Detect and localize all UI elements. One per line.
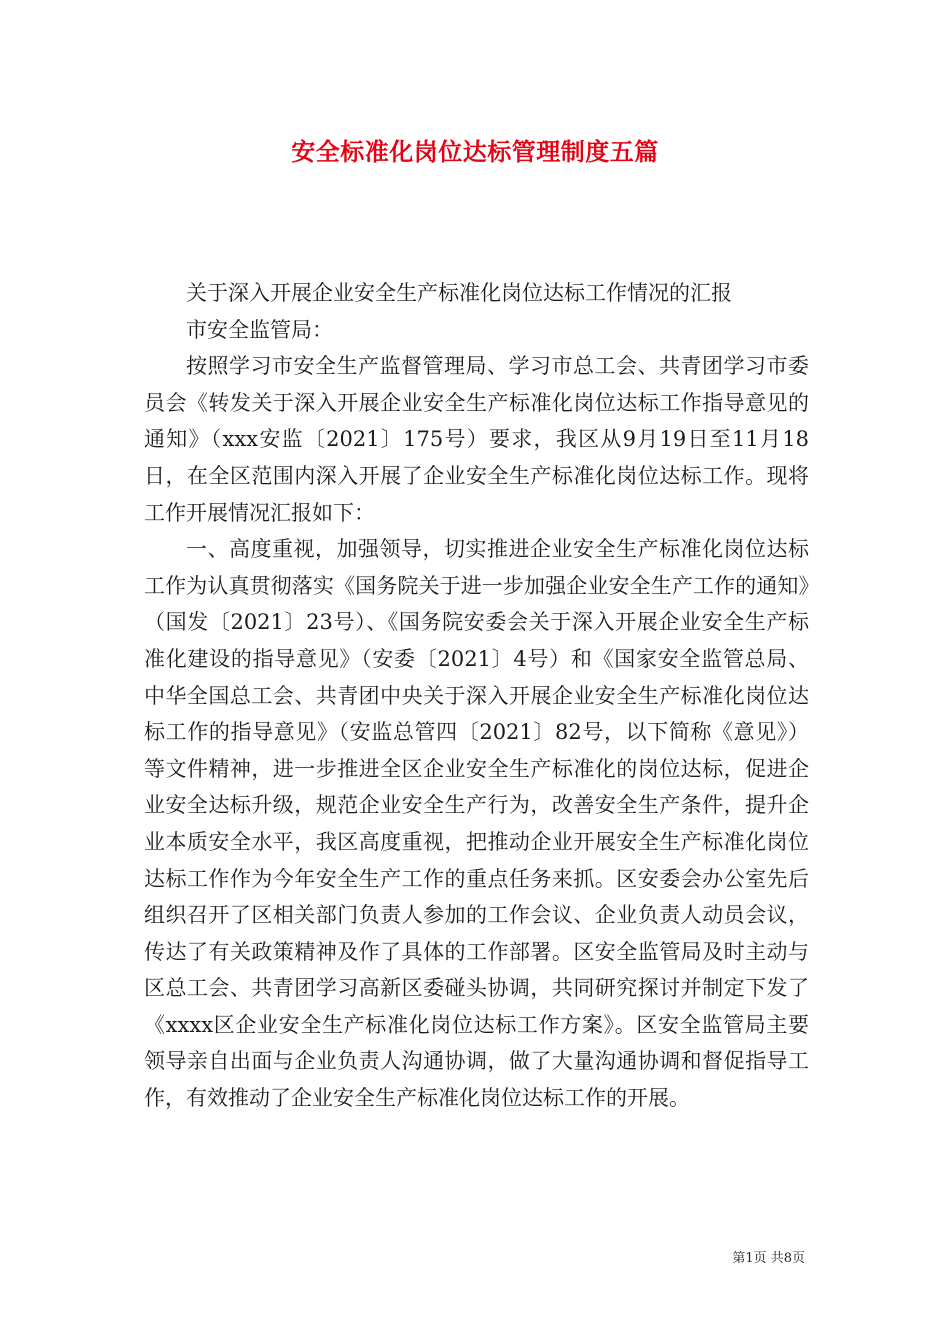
- document-title: 安全标准化岗位达标管理制度五篇: [291, 137, 659, 166]
- paragraph-section-one: 一、高度重视，加强领导，切实推进企业安全生产标准化岗位达标工作为认真贯彻落实《国务院关于进一步加强企业安全生产工作的通知》（国发〔2021〕23号）、《国务院安委会关于深入开展企业安全生产标准化建设的指导意见》（安委〔2021〕4号）和《国家安全监管总局、中华全国总工会、共青团中央关于深入开展企业安全生产标准化岗位达标工作的指导意见》（安监总管四〔2021〕82号，以下简称《意见》）等文件精神，进一步推进全区企业安全生产标准化的岗位达标，促进企业安全达标升级，规范企业安全生产行为，改善安全生产条件，提升企业本质安全水平，我区高度重视，把推动企业开展安全生产标准化岗位达标工作作为今年安全生产工作的重点任务来抓。区安委会办公室先后组织召开了区相关部门负责人参加的工作会议、企业负责人动员会议，传达了有关政策精神及作了具体的工作部署。区安全监管局及时主动与区总工会、共青团学习高新区委碰头协调，共同研究探讨并制定下发了《xxxx区企业安全生产标准化岗位达标工作方案》。区安全监管局主要领导亲自出面与企业负责人沟通协调，做了大量沟通协调和督促指导工作，有效推动了企业安全生产标准化岗位达标工作的开展。: [144, 537, 809, 1111]
- page-number: 第1页 共8页: [732, 1251, 805, 1266]
- document-body: [144, 275, 809, 1117]
- salutation: 市安全监管局：: [186, 317, 333, 342]
- paragraph-intro: 按照学习市安全生产监督管理局、学习市总工会、共青团学习市委员会《转发关于深入开展企业安全生产标准化岗位达标工作指导意见的通知》（xxx安监〔2021〕175号）要求，我区从9月19日至11月18日，在全区范围内深入开展了企业安全生产标准化岗位达标工作。现将工作开展情况汇报如下：: [144, 354, 809, 525]
- report-heading: 关于深入开展企业安全生产标准化岗位达标工作情况的汇报: [186, 281, 732, 305]
